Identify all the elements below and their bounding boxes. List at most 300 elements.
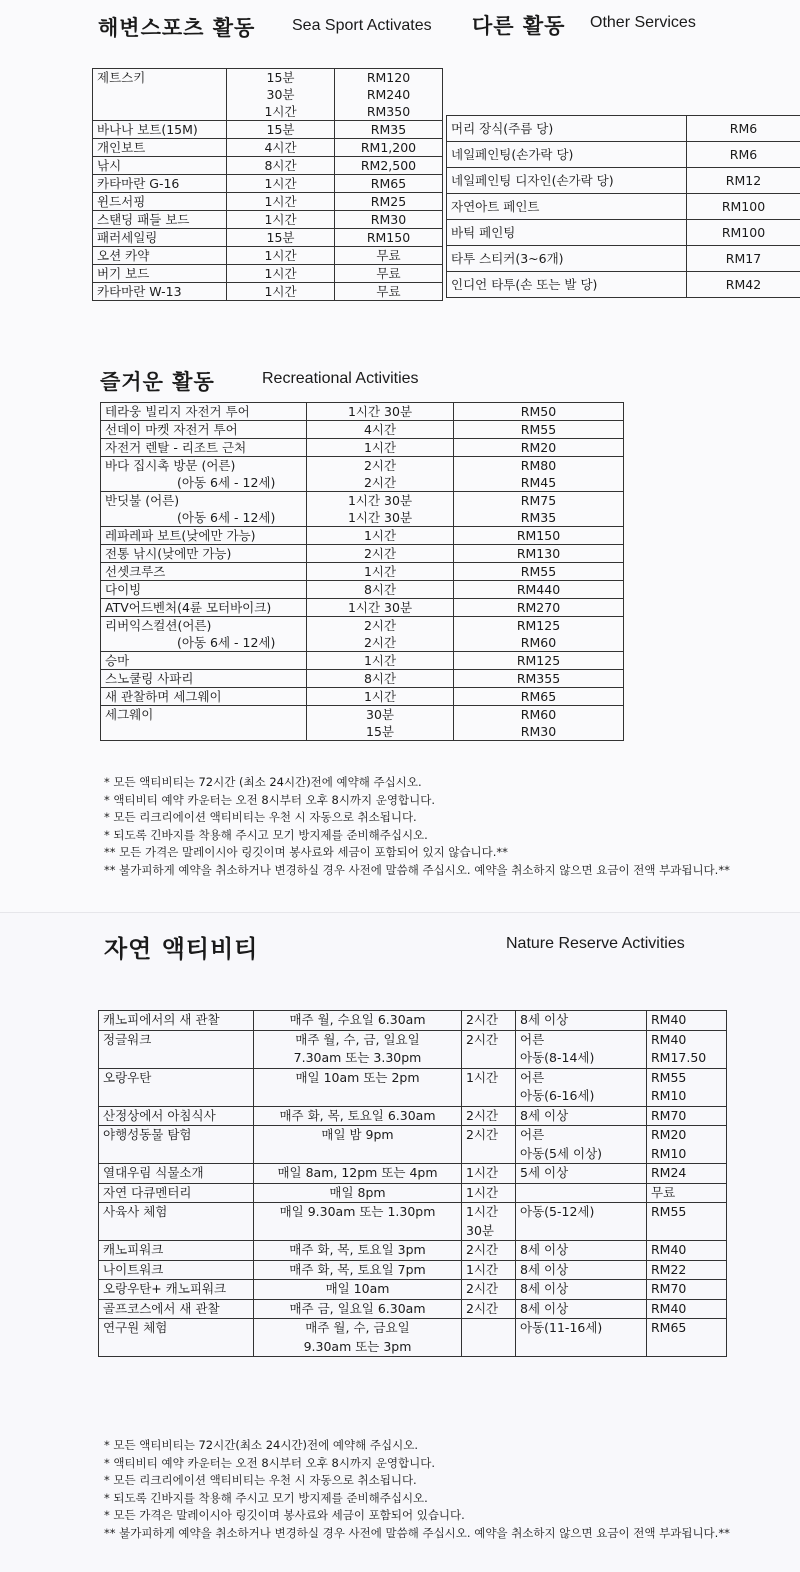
activity-age-line <box>520 1184 642 1203</box>
activity-age-line: 어른 <box>520 1126 642 1145</box>
activity-age-line: 아동(5-12세) <box>520 1203 642 1222</box>
note-line: * 모든 액티비티는 72시간(최소 24시간)전에 예약해 주십시오. <box>104 1437 744 1455</box>
recreational-row <box>101 670 624 688</box>
activity-duration-line: 1시간 <box>466 1203 511 1222</box>
activity-duration <box>227 247 335 265</box>
activity-name: 오랑우탄+ 캐노피워크 <box>99 1280 254 1300</box>
activity-duration <box>307 599 454 617</box>
sea-sport-row <box>93 265 443 283</box>
activity-duration-line: 1시간 <box>466 1184 511 1203</box>
activity-name: 제트스키 <box>93 69 227 121</box>
activity-duration-line: 15분 <box>311 723 449 740</box>
activity-price-line: RM17.50 <box>651 1049 722 1068</box>
activity-duration <box>227 211 335 229</box>
activity-name <box>101 688 307 706</box>
activity-price <box>335 175 443 193</box>
activity-name: 캐노피워크 <box>99 1241 254 1261</box>
recreational-row <box>101 492 624 527</box>
activity-duration-line: 2시간 <box>311 545 449 562</box>
activity-schedule <box>254 1011 462 1031</box>
service-price: RM17 <box>687 246 800 272</box>
activity-name-line: 레파레파 보트(낮에만 가능) <box>105 527 302 544</box>
activity-duration-line: 1시간 <box>311 563 449 580</box>
activity-name <box>101 599 307 617</box>
nature-row <box>99 1011 727 1031</box>
activity-name: 스탠딩 패들 보드 <box>93 211 227 229</box>
activity-name: 패러세일링 <box>93 229 227 247</box>
activity-price-line: RM20 <box>458 439 619 456</box>
activity-price-line: RM22 <box>651 1261 722 1280</box>
activity-duration-line: 8시간 <box>231 157 330 174</box>
activity-duration-line: 2시간 <box>466 1300 511 1319</box>
activity-price <box>647 1106 727 1126</box>
service-name: 타투 스티커(3~6개) <box>447 246 687 272</box>
activity-duration <box>227 229 335 247</box>
notes-top <box>104 774 744 879</box>
activity-age <box>516 1126 647 1164</box>
recreational-title-ko: 즐거운 활동 <box>100 366 215 396</box>
activity-name-line: (아동 6세 - 12세) <box>105 509 302 526</box>
activity-duration <box>462 1183 516 1203</box>
activity-duration <box>462 1241 516 1261</box>
activity-name <box>101 652 307 670</box>
activity-name: 연구원 체험 <box>99 1319 254 1357</box>
activity-duration-line: 2시간 <box>311 634 449 651</box>
activity-price-line: RM25 <box>339 193 438 210</box>
sea-sport-row <box>93 211 443 229</box>
recreational-row <box>101 457 624 492</box>
activity-duration <box>307 457 454 492</box>
notes-bottom <box>104 1437 744 1542</box>
activity-duration <box>307 421 454 439</box>
activity-name <box>101 457 307 492</box>
activity-duration <box>307 403 454 421</box>
activity-duration <box>462 1203 516 1241</box>
activity-name <box>101 439 307 457</box>
activity-duration-line: 1시간 <box>231 211 330 228</box>
service-name: 인디언 타투(손 또는 발 당) <box>447 272 687 298</box>
service-price: RM42 <box>687 272 800 298</box>
activity-duration <box>462 1299 516 1319</box>
activity-price-line: RM150 <box>458 527 619 544</box>
activity-price-line: RM55 <box>458 421 619 438</box>
activity-duration-line: 1시간 <box>466 1164 511 1183</box>
activity-age-line: 8세 이상 <box>520 1107 642 1126</box>
activity-duration-line: 4시간 <box>231 139 330 156</box>
activity-name-line: 전통 낚시(낮에만 가능) <box>105 545 302 562</box>
note-line: * 모든 리크리에이션 액티비티는 우천 시 자동으로 취소됩니다. <box>104 1472 744 1490</box>
activity-price <box>454 421 624 439</box>
activity-price-line: RM65 <box>651 1319 722 1338</box>
activity-name-line: 반딧불 (어른) <box>105 492 302 509</box>
note-line: ** 불가피하게 예약을 취소하거나 변경하실 경우 사전에 말씀해 주십시오. 예약을 취소하지 않으면 요금이 전액 부과됩니다.** <box>104 862 744 880</box>
activity-age-line: 8세 이상 <box>520 1280 642 1299</box>
activity-duration-line: 1시간 30분 <box>311 403 449 420</box>
activity-duration-line: 1시간 <box>231 247 330 264</box>
activity-duration <box>227 193 335 211</box>
activity-age <box>516 1319 647 1357</box>
activity-name <box>101 617 307 652</box>
activity-name: 정글워크 <box>99 1030 254 1068</box>
activity-duration <box>462 1164 516 1184</box>
activity-name: 윈드서핑 <box>93 193 227 211</box>
activity-schedule <box>254 1106 462 1126</box>
activity-age <box>516 1068 647 1106</box>
activity-price-line: RM65 <box>339 175 438 192</box>
activity-age-line: 아동(8-14세) <box>520 1049 642 1068</box>
activity-duration <box>227 265 335 283</box>
activity-age-line: 8세 이상 <box>520 1300 642 1319</box>
nature-row <box>99 1260 727 1280</box>
nature-row <box>99 1106 727 1126</box>
sea-sport-row <box>93 121 443 139</box>
activity-duration <box>227 139 335 157</box>
activity-name <box>101 403 307 421</box>
activity-price-line: RM40 <box>651 1241 722 1260</box>
activity-price <box>454 670 624 688</box>
activity-price <box>335 139 443 157</box>
other-services-title-ko: 다른 활동 <box>472 10 565 40</box>
nature-row <box>99 1183 727 1203</box>
note-line: ** 모든 가격은 말레이시아 링깃이며 봉사료와 세금이 포함되어 있지 않습니다.** <box>104 844 744 862</box>
activity-name: 열대우림 식물소개 <box>99 1164 254 1184</box>
activity-name <box>101 670 307 688</box>
activity-schedule <box>254 1164 462 1184</box>
activity-duration-line: 1시간 30분 <box>311 599 449 616</box>
activity-duration-line: 1시간 <box>466 1069 511 1088</box>
activity-price <box>647 1260 727 1280</box>
activity-schedule-line: 7.30am 또는 3.30pm <box>258 1049 457 1068</box>
activity-duration-line: 4시간 <box>311 421 449 438</box>
other-service-row <box>447 116 800 142</box>
activity-age-line: 5세 이상 <box>520 1164 642 1183</box>
activity-schedule-line: 매일 8am, 12pm 또는 4pm <box>258 1164 457 1183</box>
activity-name <box>101 545 307 563</box>
sea-sport-row <box>93 229 443 247</box>
activity-price <box>454 617 624 652</box>
activity-price-line: RM130 <box>458 545 619 562</box>
activity-name-line: 다이빙 <box>105 581 302 598</box>
activity-price-line: RM10 <box>651 1087 722 1106</box>
activity-price <box>647 1126 727 1164</box>
activity-price-line: RM35 <box>339 121 438 138</box>
activity-price-line: RM240 <box>339 86 438 103</box>
service-name: 네일페인팅 디자인(손가락 당) <box>447 168 687 194</box>
activity-name-line: (아동 6세 - 12세) <box>105 474 302 491</box>
nature-row <box>99 1030 727 1068</box>
activity-duration-line: 1시간 <box>231 265 330 282</box>
recreational-row <box>101 439 624 457</box>
activity-duration <box>227 157 335 175</box>
activity-price <box>335 69 443 121</box>
activity-name: 사육사 체험 <box>99 1203 254 1241</box>
activity-duration-line: 1시간 <box>231 283 330 300</box>
activity-price <box>335 229 443 247</box>
activity-price <box>647 1299 727 1319</box>
activity-duration <box>462 1106 516 1126</box>
activity-price <box>454 457 624 492</box>
activity-schedule-line: 매일 10am 또는 2pm <box>258 1069 457 1088</box>
note-line: ** 불가피하게 예약을 취소하거나 변경하실 경우 사전에 말씀해 주십시오. 예약을 취소하지 않으면 요금이 전액 부과됩니다.** <box>104 1525 744 1543</box>
activity-name: 카타마란 G-16 <box>93 175 227 193</box>
activity-price-line: RM30 <box>339 211 438 228</box>
activity-price-line: 무료 <box>651 1184 722 1203</box>
activity-price-line: RM40 <box>651 1011 722 1030</box>
activity-duration <box>307 563 454 581</box>
activity-schedule <box>254 1030 462 1068</box>
activity-duration-line: 1시간 <box>466 1261 511 1280</box>
nature-title-ko: 자연 액티비티 <box>104 929 258 964</box>
activity-duration-line: 1시간 <box>311 439 449 456</box>
activity-price-line: RM50 <box>458 403 619 420</box>
activity-price <box>647 1011 727 1031</box>
activity-duration <box>462 1319 516 1357</box>
activity-name: 개인보트 <box>93 139 227 157</box>
activity-name <box>101 492 307 527</box>
recreational-title-en: Recreational Activities <box>262 370 419 388</box>
activity-duration-line: 1시간 <box>311 652 449 669</box>
activity-schedule-line: 매주 화, 목, 토요일 7pm <box>258 1261 457 1280</box>
activity-schedule-line: 9.30am 또는 3pm <box>258 1338 457 1357</box>
activity-age <box>516 1203 647 1241</box>
recreational-row <box>101 545 624 563</box>
activity-price-line: RM70 <box>651 1107 722 1126</box>
activity-schedule <box>254 1319 462 1357</box>
activity-name: 야행성동물 탐험 <box>99 1126 254 1164</box>
activity-duration <box>462 1260 516 1280</box>
activity-price-line: RM270 <box>458 599 619 616</box>
sea-sport-row <box>93 69 443 121</box>
other-service-row <box>447 142 800 168</box>
activity-duration <box>307 688 454 706</box>
nature-row <box>99 1068 727 1106</box>
activity-duration-line: 30분 <box>466 1222 511 1241</box>
nature-row <box>99 1203 727 1241</box>
recreational-row <box>101 403 624 421</box>
activity-duration <box>462 1280 516 1300</box>
service-name: 자연아트 페인트 <box>447 194 687 220</box>
activity-name: 캐노피에서의 새 관찰 <box>99 1011 254 1031</box>
activity-duration <box>227 121 335 139</box>
nature-row <box>99 1280 727 1300</box>
activity-price-line: RM440 <box>458 581 619 598</box>
activity-price-line: 무료 <box>339 247 438 264</box>
activity-price-line: RM80 <box>458 457 619 474</box>
activity-age-line: 아동(6-16세) <box>520 1087 642 1106</box>
activity-duration <box>462 1068 516 1106</box>
activity-schedule-line: 매일 9.30am 또는 1.30pm <box>258 1203 457 1222</box>
activity-price-line: RM10 <box>651 1145 722 1164</box>
sea-sport-table <box>92 68 443 301</box>
activity-duration <box>462 1126 516 1164</box>
activity-name: 산정상에서 아침식사 <box>99 1106 254 1126</box>
activity-duration-line: 1시간 30분 <box>311 492 449 509</box>
activity-name-line: ATV어드벤처(4륜 모터바이크) <box>105 599 302 616</box>
activity-name: 자연 다큐멘터리 <box>99 1183 254 1203</box>
recreational-row <box>101 688 624 706</box>
note-line: * 액티비티 예약 카운터는 오전 8시부터 오후 8시까지 운영합니다. <box>104 792 744 810</box>
activity-name-line: 스노쿨링 사파리 <box>105 670 302 687</box>
activity-price <box>647 1068 727 1106</box>
other-service-row <box>447 246 800 272</box>
activity-price <box>647 1030 727 1068</box>
activity-price-line: RM70 <box>651 1280 722 1299</box>
activity-name <box>101 706 307 741</box>
activity-price <box>454 706 624 741</box>
activity-age <box>516 1299 647 1319</box>
activity-duration-line: 2시간 <box>311 617 449 634</box>
activity-duration-line: 1시간 <box>231 103 330 120</box>
nature-row <box>99 1126 727 1164</box>
service-price: RM6 <box>687 142 800 168</box>
activity-price-line: RM125 <box>458 652 619 669</box>
activity-schedule-line: 매주 월, 수, 금, 일요일 <box>258 1031 457 1050</box>
activity-age <box>516 1241 647 1261</box>
other-service-row <box>447 194 800 220</box>
activity-schedule-line: 매주 금, 일요일 6.30am <box>258 1300 457 1319</box>
activity-price <box>647 1280 727 1300</box>
activity-price-line: RM1,200 <box>339 139 438 156</box>
activity-price <box>454 545 624 563</box>
activity-name <box>101 527 307 545</box>
activity-schedule <box>254 1126 462 1164</box>
activity-duration-line: 15분 <box>231 69 330 86</box>
service-price: RM100 <box>687 220 800 246</box>
nature-title-en: Nature Reserve Activities <box>506 935 685 953</box>
activity-name-line: 테라웅 빌리지 자전거 투어 <box>105 403 302 420</box>
activity-price-line: RM60 <box>458 634 619 651</box>
activity-price <box>454 439 624 457</box>
activity-schedule-line: 매일 8pm <box>258 1184 457 1203</box>
activity-price <box>335 157 443 175</box>
activity-price-line: RM35 <box>458 509 619 526</box>
price-sheet-page-2 <box>0 912 800 1572</box>
activity-name: 버기 보드 <box>93 265 227 283</box>
activity-duration-line: 2시간 <box>466 1031 511 1050</box>
activity-name-line: 선셋크루즈 <box>105 563 302 580</box>
activity-duration-line <box>466 1319 511 1338</box>
activity-price <box>335 265 443 283</box>
activity-duration <box>307 652 454 670</box>
activity-age-line: 아동(5세 이상) <box>520 1145 642 1164</box>
activity-duration <box>307 492 454 527</box>
activity-schedule-line: 매주 화, 목, 토요일 6.30am <box>258 1107 457 1126</box>
service-name: 바틱 페인팅 <box>447 220 687 246</box>
activity-name-line: 바다 집시촉 방문 (어른) <box>105 457 302 474</box>
activity-price-line: RM125 <box>458 617 619 634</box>
activity-schedule <box>254 1203 462 1241</box>
activity-age-line: 8세 이상 <box>520 1011 642 1030</box>
note-line: * 액티비티 예약 카운터는 오전 8시부터 오후 8시까지 운영합니다. <box>104 1455 744 1473</box>
activity-name-line: 선데이 마켓 자전거 투어 <box>105 421 302 438</box>
sea-sport-row <box>93 139 443 157</box>
activity-duration <box>307 545 454 563</box>
nature-row <box>99 1299 727 1319</box>
note-line: * 되도록 긴바지를 착용해 주시고 모기 방지제를 준비해주십시오. <box>104 1490 744 1508</box>
other-service-row <box>447 220 800 246</box>
activity-schedule-line: 매일 밤 9pm <box>258 1126 457 1145</box>
activity-name <box>101 421 307 439</box>
activity-duration-line: 15분 <box>231 121 330 138</box>
activity-duration-line: 30분 <box>311 706 449 723</box>
activity-price <box>454 563 624 581</box>
service-name: 머리 장식(주름 당) <box>447 116 687 142</box>
activity-duration <box>307 527 454 545</box>
sea-sport-row <box>93 175 443 193</box>
nature-row <box>99 1319 727 1357</box>
activity-duration <box>307 706 454 741</box>
activity-duration <box>307 439 454 457</box>
recreational-row <box>101 599 624 617</box>
activity-schedule-line: 매주 월, 수, 금요일 <box>258 1319 457 1338</box>
activity-name <box>101 581 307 599</box>
activity-price <box>454 527 624 545</box>
activity-name: 카타마란 W-13 <box>93 283 227 301</box>
activity-price <box>454 652 624 670</box>
activity-price-line: RM55 <box>651 1203 722 1222</box>
activity-price <box>647 1241 727 1261</box>
activity-duration <box>462 1030 516 1068</box>
activity-age <box>516 1030 647 1068</box>
service-price: RM100 <box>687 194 800 220</box>
activity-price <box>335 211 443 229</box>
activity-age <box>516 1106 647 1126</box>
activity-duration <box>307 670 454 688</box>
sea-sport-row <box>93 157 443 175</box>
activity-schedule-line: 매일 10am <box>258 1280 457 1299</box>
activity-duration <box>227 175 335 193</box>
activity-duration-line: 30분 <box>231 86 330 103</box>
sea-sport-title-ko: 해변스포츠 활동 <box>98 12 255 42</box>
activity-price-line: RM355 <box>458 670 619 687</box>
other-services-table <box>446 115 800 298</box>
activity-duration-line: 1시간 30분 <box>311 509 449 526</box>
activity-price-line: RM20 <box>651 1126 722 1145</box>
other-services-title-en: Other Services <box>590 14 696 32</box>
activity-price-line: RM40 <box>651 1031 722 1050</box>
activity-price <box>454 492 624 527</box>
recreational-row <box>101 527 624 545</box>
activity-price-line: 무료 <box>339 265 438 282</box>
activity-duration <box>462 1011 516 1031</box>
activity-age <box>516 1280 647 1300</box>
activity-price-line: RM75 <box>458 492 619 509</box>
activity-duration <box>227 283 335 301</box>
activity-duration-line: 8시간 <box>311 581 449 598</box>
note-line: * 모든 가격은 말레이시아 링깃이며 봉사료와 세금이 포함되어 있습니다. <box>104 1507 744 1525</box>
activity-duration-line: 2시간 <box>466 1011 511 1030</box>
activity-duration-line: 1시간 <box>311 527 449 544</box>
activity-price-line: RM120 <box>339 69 438 86</box>
activity-price <box>647 1203 727 1241</box>
activity-price-line: RM40 <box>651 1300 722 1319</box>
activity-price <box>647 1164 727 1184</box>
activity-price <box>647 1183 727 1203</box>
activity-price-line: RM55 <box>458 563 619 580</box>
recreational-row <box>101 581 624 599</box>
note-line: * 모든 리크리에이션 액티비티는 우천 시 자동으로 취소됩니다. <box>104 809 744 827</box>
activity-name: 골프코스에서 새 관찰 <box>99 1299 254 1319</box>
activity-name: 오랑우탄 <box>99 1068 254 1106</box>
activity-age <box>516 1260 647 1280</box>
other-service-row <box>447 272 800 298</box>
activity-duration-line: 2시간 <box>311 474 449 491</box>
activity-duration-line: 2시간 <box>311 457 449 474</box>
activity-duration-line: 2시간 <box>466 1107 511 1126</box>
activity-price-line: RM55 <box>651 1069 722 1088</box>
sea-sport-row <box>93 247 443 265</box>
sea-sport-title-en: Sea Sport Activates <box>292 17 432 35</box>
